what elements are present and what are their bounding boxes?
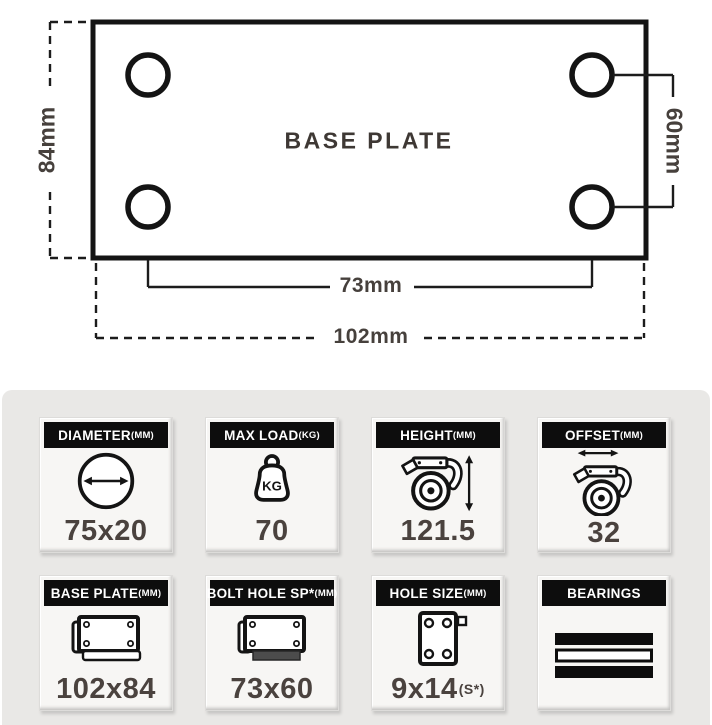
weight-icon-label: KG <box>262 478 282 494</box>
card-value <box>376 672 500 706</box>
card-header <box>210 422 334 448</box>
caster-offset-icon <box>565 448 643 516</box>
value-suffix: (S*) <box>458 681 485 697</box>
diameter-icon <box>73 450 139 512</box>
plate-title: BASE PLATE <box>284 127 454 154</box>
dim-label-60mm: 60mm <box>661 107 688 175</box>
card-header <box>206 580 338 606</box>
value-text: 9x14 <box>391 672 458 705</box>
card-title: HEIGHT <box>400 427 453 443</box>
offset-arrow <box>578 450 619 457</box>
spec-card-bearings <box>537 575 671 711</box>
hole-size-icon <box>407 610 469 668</box>
spec-card-diameter <box>39 417 173 553</box>
card-title: BEARINGS <box>567 585 641 601</box>
card-value <box>376 514 500 548</box>
card-header <box>542 422 666 448</box>
spec-card-bolt-hole-spacing <box>205 575 339 711</box>
card-unit: (MM) <box>138 587 162 599</box>
card-title: DIAMETER <box>58 427 131 443</box>
value-text: 121.5 <box>400 514 476 547</box>
card-title: OFFSET <box>564 427 621 443</box>
card-header <box>376 580 500 606</box>
card-unit: (MM) <box>314 587 338 599</box>
card-value <box>44 514 168 548</box>
value-text: 70 <box>255 514 289 547</box>
card-title: BOLT HOLE SP* <box>206 585 315 601</box>
dim-label-102mm: 102mm <box>333 325 409 348</box>
card-unit: (MM) <box>130 429 154 441</box>
card-unit: (MM) <box>463 587 487 599</box>
spec-card-base-plate <box>39 575 173 711</box>
card-value <box>210 672 334 706</box>
card-header <box>542 580 666 606</box>
value-text: 102x84 <box>56 672 156 705</box>
card-header <box>44 422 168 448</box>
card-unit: (MM) <box>620 429 644 441</box>
card-title: HOLE SIZE <box>389 585 464 601</box>
value-text: 32 <box>587 516 621 549</box>
dim-label-84mm: 84mm <box>33 106 60 174</box>
card-value <box>210 514 334 548</box>
card-unit: (MM) <box>452 429 476 441</box>
bolt-hole-spacing-icon <box>231 613 313 665</box>
card-header <box>376 422 500 448</box>
card-value <box>44 672 168 706</box>
base-plate-icon <box>65 613 147 665</box>
spec-card-height <box>371 417 505 553</box>
card-title: MAX LOAD <box>224 427 299 443</box>
value-text: 75x20 <box>64 514 148 547</box>
height-arrow <box>465 455 473 511</box>
value-text: 73x60 <box>230 672 314 705</box>
card-unit: (KG) <box>298 429 320 441</box>
caster-height-icon <box>395 449 481 513</box>
weight-icon <box>239 451 305 511</box>
bearings-icon <box>554 633 654 679</box>
spec-card-max-load <box>205 417 339 553</box>
spec-card-hole-size <box>371 575 505 711</box>
card-header <box>44 580 168 606</box>
card-title: BASE PLATE <box>50 585 139 601</box>
card-value <box>542 516 666 550</box>
spec-card-offset <box>537 417 671 553</box>
dim-label-73mm: 73mm <box>339 274 403 297</box>
